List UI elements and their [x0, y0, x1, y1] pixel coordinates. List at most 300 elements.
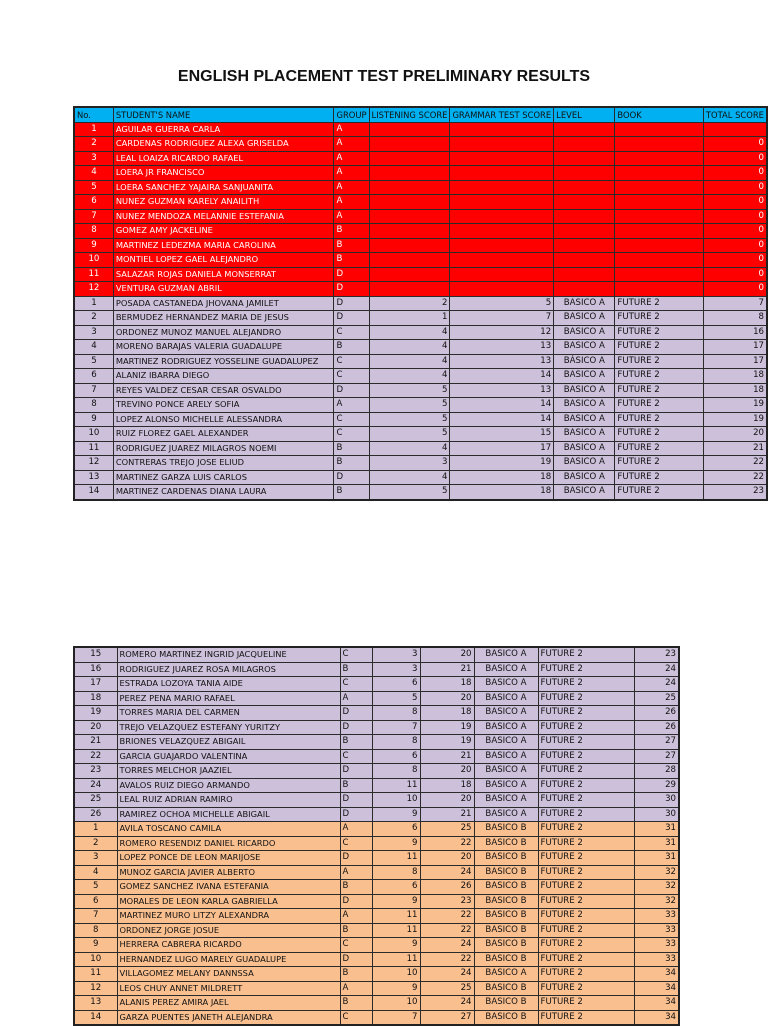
total-score: 23	[634, 647, 679, 662]
group-cell: B	[340, 923, 372, 938]
listening-score: 4	[369, 325, 450, 340]
listening-score: 3	[369, 456, 450, 471]
level-cell: BASICO A	[554, 296, 615, 311]
student-name: ROMERO RESENDIZ DANIEL RICARDO	[117, 836, 340, 851]
group-cell: B	[334, 485, 369, 500]
student-name: AGUILAR GUERRA CARLA	[113, 122, 334, 137]
student-number: 7	[74, 909, 117, 924]
total-score: 25	[634, 691, 679, 706]
book-cell	[615, 209, 703, 224]
student-number: 19	[74, 706, 117, 721]
listening-score	[369, 137, 450, 152]
level-cell: BASICO A	[554, 427, 615, 442]
grammar-score: 13	[450, 354, 554, 369]
level-cell	[554, 209, 615, 224]
student-name: HERNANDEZ LUGO MARELY GUADALUPE	[117, 952, 340, 967]
listening-score: 4	[369, 340, 450, 355]
total-score: 33	[634, 952, 679, 967]
grammar-score: 22	[420, 952, 474, 967]
table-row	[74, 981, 679, 996]
grammar-score: 25	[420, 822, 474, 837]
total-score: 18	[703, 369, 767, 384]
total-score: 24	[634, 662, 679, 677]
book-cell: FUTURE 2	[538, 865, 634, 880]
level-cell: BASICO A	[554, 325, 615, 340]
book-cell: FUTURE 2	[538, 807, 634, 822]
student-number: 7	[74, 209, 113, 224]
table-row	[74, 325, 767, 340]
level-cell: BASICO A	[554, 398, 615, 413]
table-row	[74, 807, 679, 822]
group-cell: B	[334, 224, 369, 239]
table-row	[74, 996, 679, 1011]
table-row	[74, 894, 679, 909]
book-cell	[615, 122, 703, 137]
group-cell: C	[340, 938, 372, 953]
student-name: TORRES MARIA DEL CARMEN	[117, 706, 340, 721]
total-score: 34	[634, 981, 679, 996]
student-name: SALAZAR ROJAS DANIELA MONSERRAT	[113, 267, 334, 282]
book-cell: FUTURE 2	[538, 923, 634, 938]
table-row	[74, 851, 679, 866]
student-number: 13	[74, 996, 117, 1011]
level-cell: BASICO B	[474, 822, 538, 837]
group-cell: A	[340, 909, 372, 924]
book-cell: FUTURE 2	[538, 764, 634, 779]
table-row	[74, 735, 679, 750]
total-score: 31	[634, 822, 679, 837]
student-number: 12	[74, 981, 117, 996]
listening-score: 7	[372, 720, 420, 735]
table-row	[74, 865, 679, 880]
group-cell: C	[340, 1010, 372, 1025]
group-cell: A	[334, 209, 369, 224]
total-score: 27	[634, 749, 679, 764]
table-row	[74, 180, 767, 195]
book-cell: FUTURE 2	[538, 778, 634, 793]
total-score: 7	[703, 296, 767, 311]
group-cell: A	[334, 122, 369, 137]
student-number: 14	[74, 485, 113, 500]
table-row	[74, 253, 767, 268]
group-cell: B	[334, 253, 369, 268]
student-name: GARZA PUENTES JANETH ALEJANDRA	[117, 1010, 340, 1025]
book-cell: FUTURE 2	[538, 691, 634, 706]
level-cell: BASICO A	[554, 311, 615, 326]
student-number: 2	[74, 836, 117, 851]
total-score: 33	[634, 938, 679, 953]
listening-score: 5	[372, 691, 420, 706]
table-row	[74, 267, 767, 282]
grammar-score: 15	[450, 427, 554, 442]
student-name: LOERA SANCHEZ YAJAIRA SANJUANITA	[113, 180, 334, 195]
total-score: 32	[634, 894, 679, 909]
group-cell: B	[340, 735, 372, 750]
group-cell: B	[334, 238, 369, 253]
level-cell: BASICO B	[474, 1010, 538, 1025]
student-name: GOMEZ AMY JACKELINE	[113, 224, 334, 239]
grammar-score: 18	[420, 677, 474, 692]
student-name: PEREZ PENA MARIO RAFAEL	[117, 691, 340, 706]
grammar-score: 19	[420, 735, 474, 750]
student-number: 1	[74, 122, 113, 137]
table-row	[74, 151, 767, 166]
total-score: 0	[703, 224, 767, 239]
total-score: 32	[634, 880, 679, 895]
listening-score: 3	[372, 662, 420, 677]
group-cell: D	[334, 470, 369, 485]
student-number: 12	[74, 282, 113, 297]
level-cell: BASICO A	[554, 412, 615, 427]
listening-score: 11	[372, 952, 420, 967]
level-cell: BASICO A	[474, 749, 538, 764]
student-name: MARTINEZ CARDENAS DIANA LAURA	[113, 485, 334, 500]
student-name: NUNEZ MENDOZA MELANNIE ESTEFANIA	[113, 209, 334, 224]
grammar-score	[450, 195, 554, 210]
table-row	[74, 720, 679, 735]
book-cell: FUTURE 2	[615, 456, 703, 471]
listening-score: 9	[372, 836, 420, 851]
header-row	[74, 107, 767, 122]
total-score: 8	[703, 311, 767, 326]
student-number: 10	[74, 253, 113, 268]
book-cell	[615, 166, 703, 181]
grammar-score: 13	[450, 340, 554, 355]
book-cell: FUTURE 2	[538, 851, 634, 866]
listening-score: 8	[372, 706, 420, 721]
student-name: AVILA TOSCANO CAMILA	[117, 822, 340, 837]
header-level: LEVEL	[554, 107, 615, 122]
listening-score	[369, 224, 450, 239]
student-number: 5	[74, 354, 113, 369]
student-name: ALANIZ IBARRA DIEGO	[113, 369, 334, 384]
book-cell	[615, 195, 703, 210]
grammar-score	[450, 253, 554, 268]
grammar-score: 22	[420, 923, 474, 938]
grammar-score: 17	[450, 441, 554, 456]
table-row	[74, 340, 767, 355]
table-row	[74, 647, 679, 662]
student-name: MARTINEZ LEDEZMA MARIA CAROLINA	[113, 238, 334, 253]
student-name: ORDONEZ JORGE JOSUE	[117, 923, 340, 938]
student-name: RODRIGUEZ JUAREZ ROSA MILAGROS	[117, 662, 340, 677]
listening-score: 5	[369, 485, 450, 500]
student-name: TREJO VELAZQUEZ ESTEFANY YURITZY	[117, 720, 340, 735]
total-score: 0	[703, 195, 767, 210]
book-cell: FUTURE 2	[615, 340, 703, 355]
book-cell: FUTURE 2	[538, 981, 634, 996]
grammar-score: 20	[420, 647, 474, 662]
page-title: ENGLISH PLACEMENT TEST PRELIMINARY RESULTS	[177, 68, 591, 85]
book-cell: FUTURE 2	[538, 967, 634, 982]
book-cell: FUTURE 2	[538, 822, 634, 837]
listening-score: 8	[372, 865, 420, 880]
grammar-score: 5	[450, 296, 554, 311]
student-name: LOPEZ PONCE DE LEON MARIJOSE	[117, 851, 340, 866]
table-row	[74, 238, 767, 253]
total-score: 22	[703, 456, 767, 471]
listening-score: 5	[369, 412, 450, 427]
level-cell: BASICO B	[474, 880, 538, 895]
student-name: MARTINEZ RODRIGUEZ YOSSELINE GUADALUPEZ	[113, 354, 334, 369]
total-score	[703, 122, 767, 137]
listening-score: 10	[372, 793, 420, 808]
student-number: 9	[74, 938, 117, 953]
grammar-score	[450, 137, 554, 152]
book-cell	[615, 224, 703, 239]
student-number: 6	[74, 894, 117, 909]
total-score: 26	[634, 720, 679, 735]
student-number: 4	[74, 865, 117, 880]
student-name: MORENO BARAJAS VALERIA GUADALUPE	[113, 340, 334, 355]
student-name: BRIONES VELAZQUEZ ABIGAIL	[117, 735, 340, 750]
student-number: 11	[74, 967, 117, 982]
group-cell: A	[334, 137, 369, 152]
table-row	[74, 282, 767, 297]
student-number: 8	[74, 923, 117, 938]
grammar-score	[450, 224, 554, 239]
header-grammar: GRAMMAR TEST SCORE	[450, 107, 554, 122]
total-score: 19	[703, 398, 767, 413]
book-cell: FUTURE 2	[615, 485, 703, 500]
student-number: 9	[74, 238, 113, 253]
student-name: AVALOS RUIZ DIEGO ARMANDO	[117, 778, 340, 793]
book-cell: FUTURE 2	[615, 412, 703, 427]
level-cell: BASICO A	[554, 383, 615, 398]
book-cell: FUTURE 2	[538, 836, 634, 851]
book-cell	[615, 137, 703, 152]
group-cell: D	[340, 851, 372, 866]
student-name: MORALES DE LEON KARLA GABRIELLA	[117, 894, 340, 909]
grammar-score: 21	[420, 807, 474, 822]
listening-score	[369, 282, 450, 297]
grammar-score	[450, 238, 554, 253]
table-row	[74, 909, 679, 924]
student-name: ESTRADA LOZOYA TANIA AIDE	[117, 677, 340, 692]
table-row	[74, 137, 767, 152]
student-name: TREVINO PONCE ARELY SOFIA	[113, 398, 334, 413]
grammar-score: 14	[450, 398, 554, 413]
book-cell: FUTURE 2	[615, 470, 703, 485]
grammar-score: 19	[420, 720, 474, 735]
student-name: ALANIS PEREZ AMIRA JAEL	[117, 996, 340, 1011]
student-number: 6	[74, 369, 113, 384]
table-row	[74, 398, 767, 413]
student-name: LEOS CHUY ANNET MILDRETT	[117, 981, 340, 996]
book-cell	[615, 282, 703, 297]
header-name: STUDENT'S NAME	[113, 107, 334, 122]
book-cell: FUTURE 2	[538, 938, 634, 953]
table-row	[74, 706, 679, 721]
group-cell: A	[334, 151, 369, 166]
table-row	[74, 195, 767, 210]
total-score: 0	[703, 137, 767, 152]
student-number: 4	[74, 340, 113, 355]
level-cell	[554, 151, 615, 166]
header-group: GROUP	[334, 107, 369, 122]
listening-score: 5	[369, 398, 450, 413]
listening-score: 4	[369, 369, 450, 384]
student-number: 26	[74, 807, 117, 822]
level-cell: BASICO B	[474, 909, 538, 924]
total-score: 24	[634, 677, 679, 692]
level-cell: BASICO A	[474, 778, 538, 793]
listening-score: 8	[372, 735, 420, 750]
grammar-score: 18	[420, 778, 474, 793]
total-score: 20	[703, 427, 767, 442]
student-name: MUNOZ GARCIA JAVIER ALBERTO	[117, 865, 340, 880]
level-cell: BASICO A	[474, 720, 538, 735]
grammar-score: 18	[450, 470, 554, 485]
listening-score: 4	[369, 354, 450, 369]
book-cell	[615, 180, 703, 195]
student-name: TORRES MELCHOR JAAZIEL	[117, 764, 340, 779]
listening-score: 6	[372, 749, 420, 764]
table-row	[74, 938, 679, 953]
listening-score: 4	[369, 470, 450, 485]
book-cell: FUTURE 2	[538, 647, 634, 662]
total-score: 28	[634, 764, 679, 779]
listening-score: 11	[372, 851, 420, 866]
student-number: 5	[74, 180, 113, 195]
level-cell: BASICO A	[474, 967, 538, 982]
level-cell	[554, 282, 615, 297]
book-cell: FUTURE 2	[615, 369, 703, 384]
total-score: 0	[703, 180, 767, 195]
table-row	[74, 485, 767, 500]
listening-score	[369, 195, 450, 210]
student-number: 10	[74, 952, 117, 967]
total-score: 34	[634, 996, 679, 1011]
grammar-score: 24	[420, 996, 474, 1011]
book-cell: FUTURE 2	[615, 325, 703, 340]
total-score: 0	[703, 253, 767, 268]
listening-score	[369, 253, 450, 268]
total-score: 0	[703, 166, 767, 181]
table-row	[74, 441, 767, 456]
student-name: LEAL LOAIZA RICARDO RAFAEL	[113, 151, 334, 166]
student-name: CARDENAS RODRIGUEZ ALEXA GRISELDA	[113, 137, 334, 152]
student-number: 18	[74, 691, 117, 706]
level-cell	[554, 122, 615, 137]
table-row	[74, 224, 767, 239]
level-cell: BASICO A	[554, 369, 615, 384]
table-row	[74, 311, 767, 326]
total-score: 34	[634, 1010, 679, 1025]
group-cell: B	[340, 967, 372, 982]
level-cell	[554, 253, 615, 268]
total-score: 23	[703, 485, 767, 500]
student-number: 4	[74, 166, 113, 181]
book-cell: FUTURE 2	[538, 677, 634, 692]
student-number: 16	[74, 662, 117, 677]
group-cell: C	[340, 749, 372, 764]
student-number: 6	[74, 195, 113, 210]
grammar-score	[450, 209, 554, 224]
level-cell: BASICO A	[554, 470, 615, 485]
group-cell: C	[334, 325, 369, 340]
level-cell	[554, 238, 615, 253]
student-name: ORDONEZ MUNOZ MANUEL ALEJANDRO	[113, 325, 334, 340]
book-cell	[615, 238, 703, 253]
grammar-score: 14	[450, 412, 554, 427]
student-number: 8	[74, 224, 113, 239]
total-score: 26	[634, 706, 679, 721]
book-cell: FUTURE 2	[615, 311, 703, 326]
student-name: GOMEZ SANCHEZ IVANA ESTEFANIA	[117, 880, 340, 895]
student-name: NUNEZ GUZMAN KARELY ANAILITH	[113, 195, 334, 210]
level-cell: BASICO A	[474, 764, 538, 779]
group-cell: C	[340, 836, 372, 851]
grammar-score	[450, 166, 554, 181]
grammar-score: 21	[420, 662, 474, 677]
total-score: 0	[703, 267, 767, 282]
group-cell: A	[340, 981, 372, 996]
group-cell: C	[334, 427, 369, 442]
table-row	[74, 749, 679, 764]
total-score: 18	[703, 383, 767, 398]
student-name: LOERA JR FRANCISCO	[113, 166, 334, 181]
student-name: RODRIGUEZ JUAREZ MILAGROS NOEMI	[113, 441, 334, 456]
student-number: 20	[74, 720, 117, 735]
level-cell: BASICO A	[474, 735, 538, 750]
student-number: 2	[74, 137, 113, 152]
listening-score	[369, 151, 450, 166]
listening-score: 3	[372, 647, 420, 662]
listening-score	[369, 209, 450, 224]
student-name: LEAL RUIZ ADRIAN RAMIRO	[117, 793, 340, 808]
table-row	[74, 369, 767, 384]
total-score: 30	[634, 807, 679, 822]
total-score: 19	[703, 412, 767, 427]
grammar-score: 18	[420, 706, 474, 721]
listening-score: 9	[372, 981, 420, 996]
listening-score	[369, 238, 450, 253]
book-cell: FUTURE 2	[538, 793, 634, 808]
table-row	[74, 952, 679, 967]
group-cell: A	[340, 822, 372, 837]
total-score: 31	[634, 851, 679, 866]
student-name: GARCIA GUAJARDO VALENTINA	[117, 749, 340, 764]
book-cell: FUTURE 2	[538, 706, 634, 721]
student-number: 3	[74, 325, 113, 340]
header-total: TOTAL SCORE	[703, 107, 767, 122]
grammar-score: 14	[450, 369, 554, 384]
level-cell: BASICO A	[474, 647, 538, 662]
book-cell: FUTURE 2	[538, 720, 634, 735]
total-score: 0	[703, 151, 767, 166]
table-row	[74, 354, 767, 369]
level-cell: BASICO A	[554, 441, 615, 456]
level-cell: BASICO B	[474, 952, 538, 967]
table-row	[74, 662, 679, 677]
student-number: 3	[74, 851, 117, 866]
listening-score: 11	[372, 909, 420, 924]
table-row	[74, 122, 767, 137]
table-row	[74, 412, 767, 427]
student-name: POSADA CASTANEDA JHOVANA JAMILET	[113, 296, 334, 311]
book-cell: FUTURE 2	[538, 749, 634, 764]
group-cell: C	[334, 412, 369, 427]
listening-score: 4	[369, 441, 450, 456]
student-name: ROMERO MARTINEZ INGRID JACQUELINE	[117, 647, 340, 662]
book-cell: FUTURE 2	[615, 398, 703, 413]
listening-score	[369, 180, 450, 195]
group-cell: D	[340, 793, 372, 808]
total-score: 16	[703, 325, 767, 340]
level-cell: BASICO B	[474, 894, 538, 909]
table-row	[74, 880, 679, 895]
